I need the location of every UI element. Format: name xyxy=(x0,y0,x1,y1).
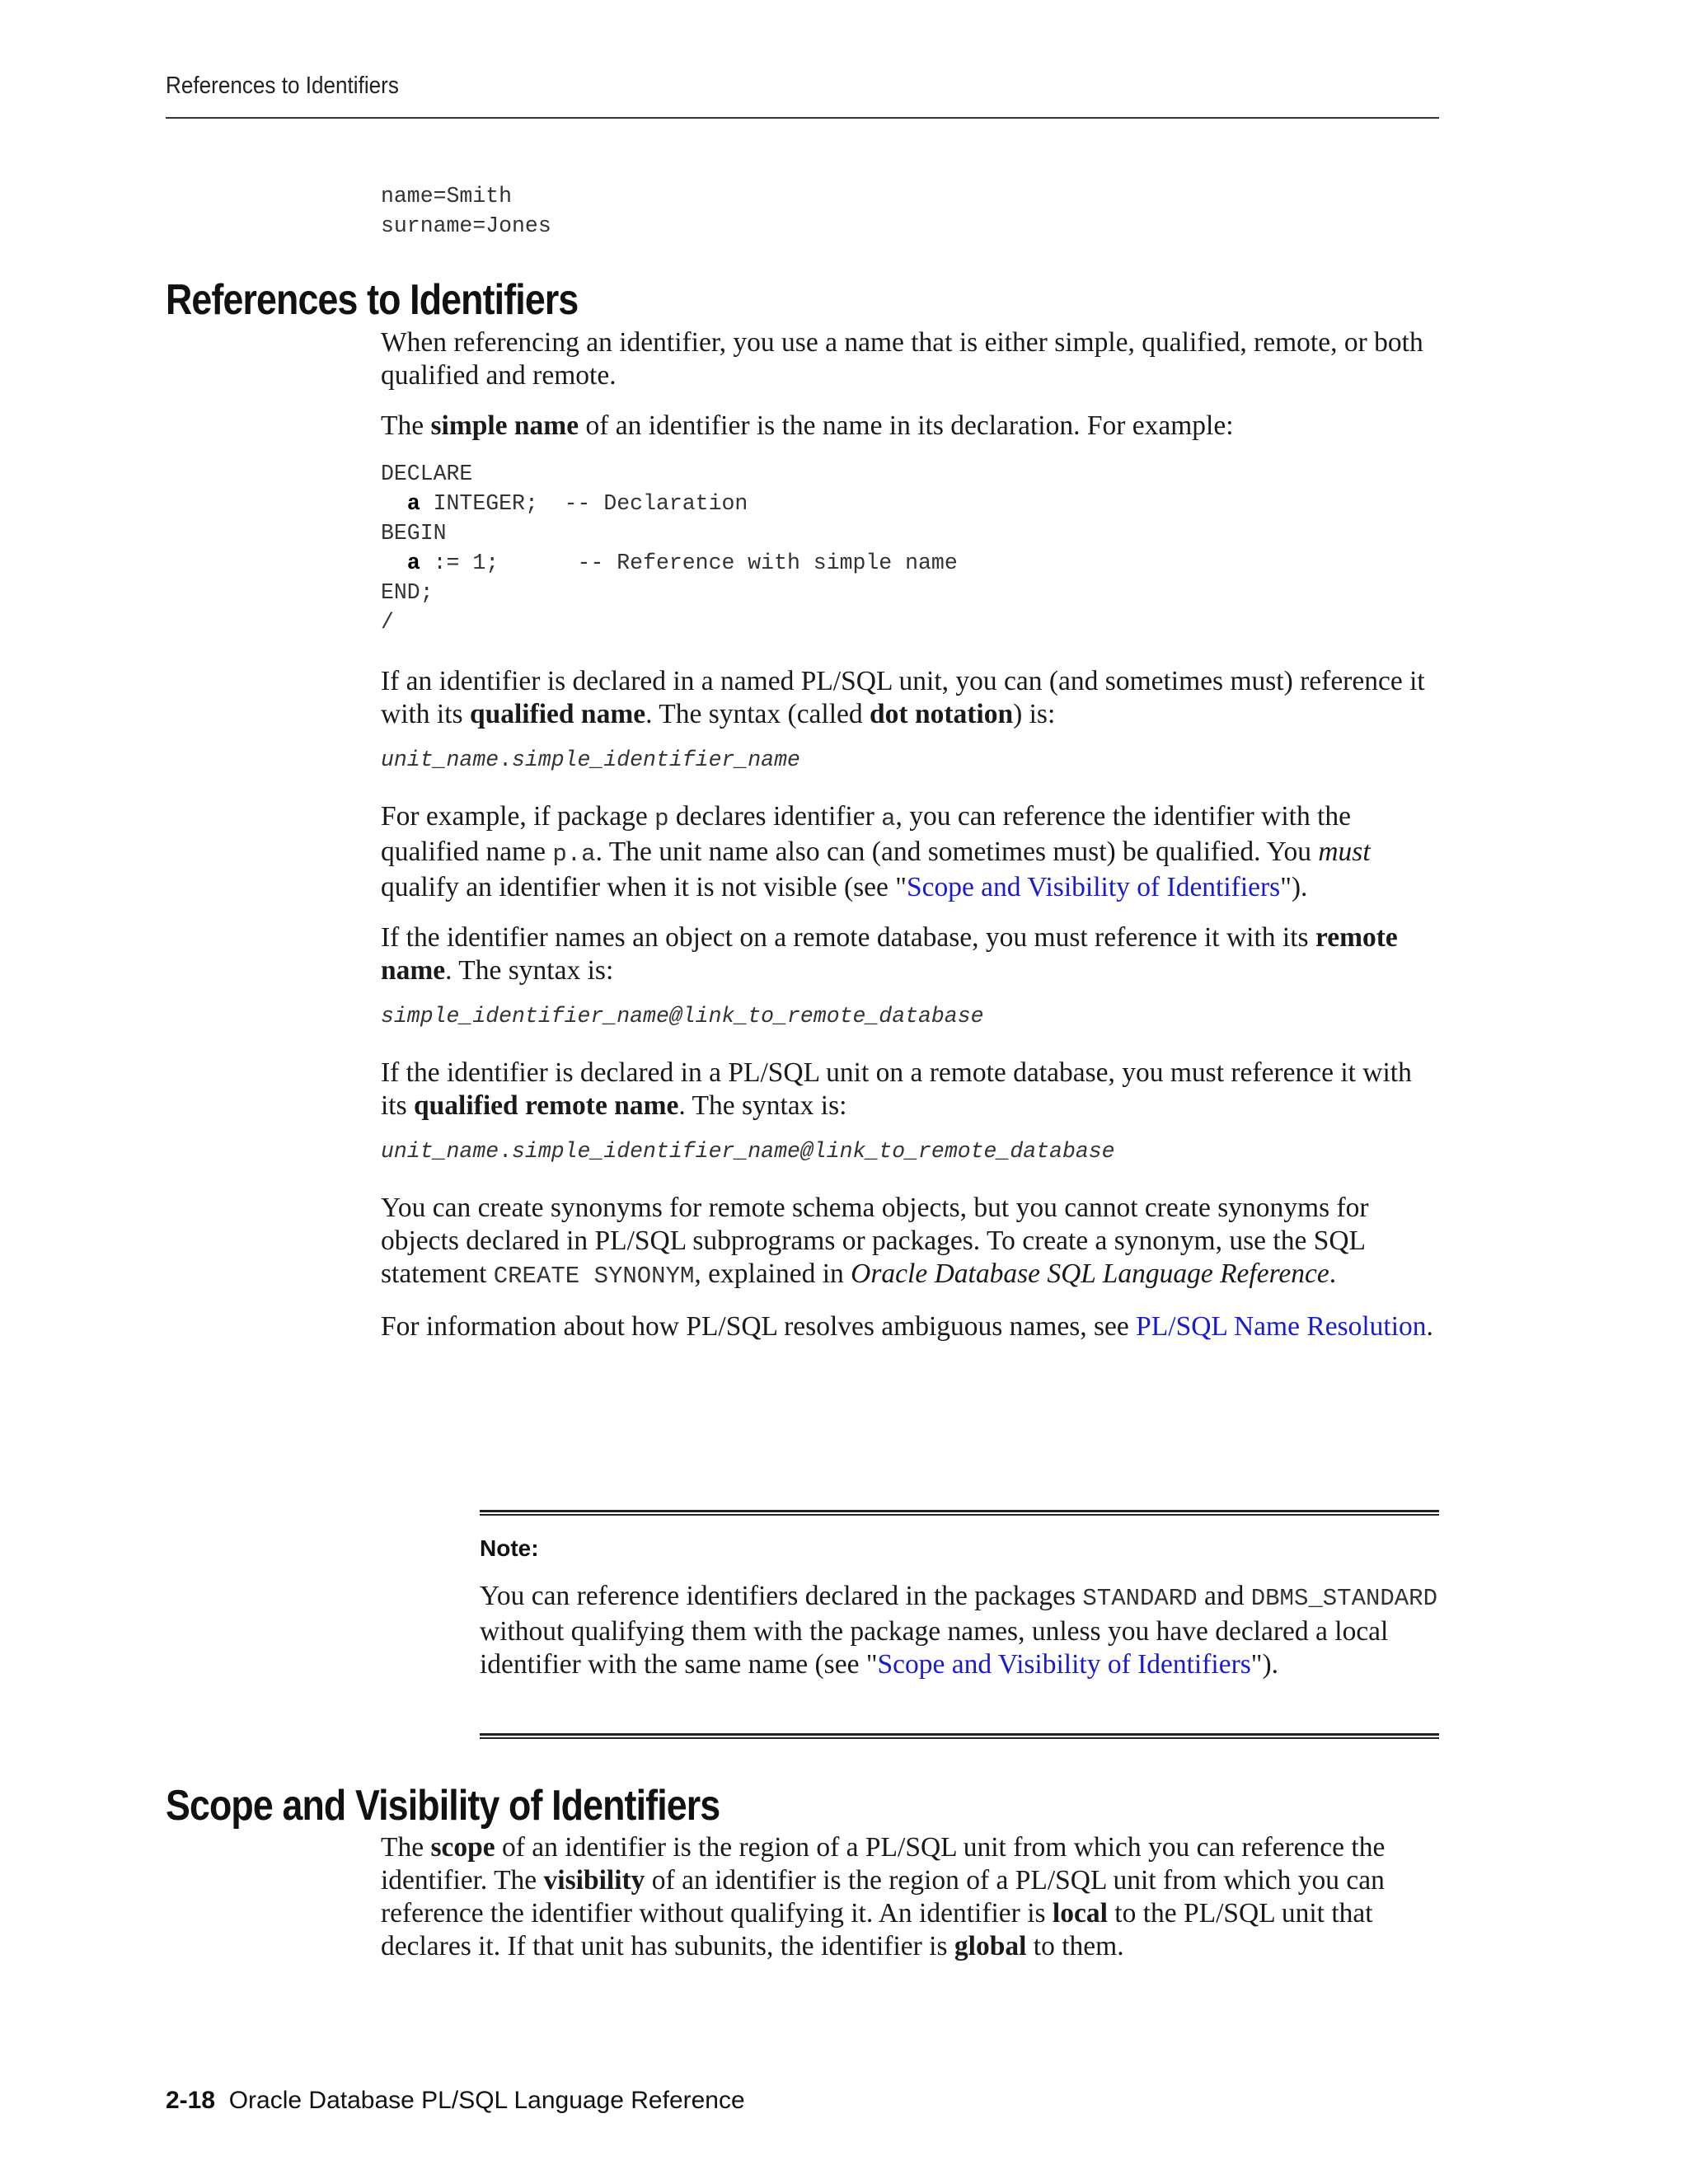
note-text: You can reference identifiers declared in the packages STANDARD and DBMS_STANDARD without qualifying them with the package names, unless you have declared a local identifier with the same name (see "Scope and Visibility of Identifiers"). xyxy=(480,1581,1437,1680)
code-line: surname=Jones xyxy=(381,213,551,238)
code-line: name=Smith xyxy=(381,184,513,209)
section-heading-scope: Scope and Visibility of Identifiers xyxy=(166,1782,720,1830)
section-body-references xyxy=(381,326,1439,1343)
code-line: DECLARE xyxy=(381,462,473,486)
term-simple-name: simple name xyxy=(430,410,579,441)
code-line: BEGIN xyxy=(381,521,447,546)
book-title: Oracle Database PL/SQL Language Reference xyxy=(228,2087,745,2114)
running-header: References to Identifiers xyxy=(166,73,399,99)
page-number: 2-18 xyxy=(166,2087,216,2114)
remote-name-paragraph: If the identifier names an object on a remote database, you must reference it with its remote name. The syntax is: xyxy=(381,922,1398,986)
code-line: a := 1; -- Reference with simple name xyxy=(406,551,958,575)
synonym-paragraph: You can create synonyms for remote schema objects, but you cannot create synonyms for objects declared in PL/SQL subprograms or packages. To create a synonym, use the SQL statement CREATE SYNONYM, explained in Oracle Database SQL Language Reference. xyxy=(381,1193,1369,1290)
name-resolution-link[interactable]: PL/SQL Name Resolution xyxy=(1136,1311,1427,1342)
resolution-paragraph: For information about how PL/SQL resolves ambiguous names, see PL/SQL Name Resolution. xyxy=(381,1311,1433,1342)
simple-name-paragraph: The simple name of an identifier is the name in its declaration. For example: xyxy=(381,410,1234,441)
intro-paragraph: When referencing an identifier, you use a name that is either simple, qualified, remote, or both qualified and remote. xyxy=(381,327,1423,391)
header-rule xyxy=(166,117,1439,119)
top-code-block xyxy=(381,181,1439,241)
scope-visibility-link[interactable]: Scope and Visibility of Identifiers xyxy=(906,872,1281,902)
qualified-name-paragraph: If an identifier is declared in a named PL/SQL unit, you can (and sometimes must) reference it with its qualified name. The syntax (called dot notation) is: xyxy=(381,666,1425,729)
section-heading-references: References to Identifiers xyxy=(166,276,579,324)
example-paragraph: For example, if package p declares identifier a, you can reference the identifier with the qualified name p.a. The unit name also can (and sometimes must) be qualified. You must qualify an identifier when it is not visible (see "Scope and Visibility of Identifiers"). xyxy=(381,801,1371,902)
declare-code-block xyxy=(381,459,1439,637)
note-bottom-rule-wrap xyxy=(480,1733,1439,1739)
note-label: Note: xyxy=(480,1535,539,1561)
scope-paragraph: The scope of an identifier is the region of a PL/SQL unit from which you can reference the identifier. The visibility of an identifier is the region of a PL/SQL unit from which you can reference the identifier without qualifying it. An identifier is local to the PL/SQL unit that declares it. If that unit has subunits, the identifier is global to them. xyxy=(381,1832,1386,1961)
syntax-qualified-remote: unit_name.simple_identifier_name@link_to_remote_database xyxy=(381,1139,1115,1164)
section-body-scope xyxy=(381,1831,1439,1963)
qualified-remote-paragraph: If the identifier is declared in a PL/SQL unit on a remote database, you must reference it with its qualified remote name. The syntax is: xyxy=(381,1057,1412,1121)
page-footer xyxy=(166,2087,745,2115)
code-line: a INTEGER; -- Declaration xyxy=(406,491,748,516)
note-bottom-rule xyxy=(480,1733,1439,1739)
syntax-qualified: unit_name.simple_identifier_name xyxy=(381,748,800,772)
code-line: / xyxy=(381,610,394,635)
scope-visibility-link[interactable]: Scope and Visibility of Identifiers xyxy=(877,1649,1251,1680)
note-box xyxy=(480,1510,1439,1681)
code-line: END; xyxy=(381,580,434,605)
note-top-rule xyxy=(480,1510,1439,1516)
syntax-remote: simple_identifier_name@link_to_remote_database xyxy=(381,1004,984,1029)
